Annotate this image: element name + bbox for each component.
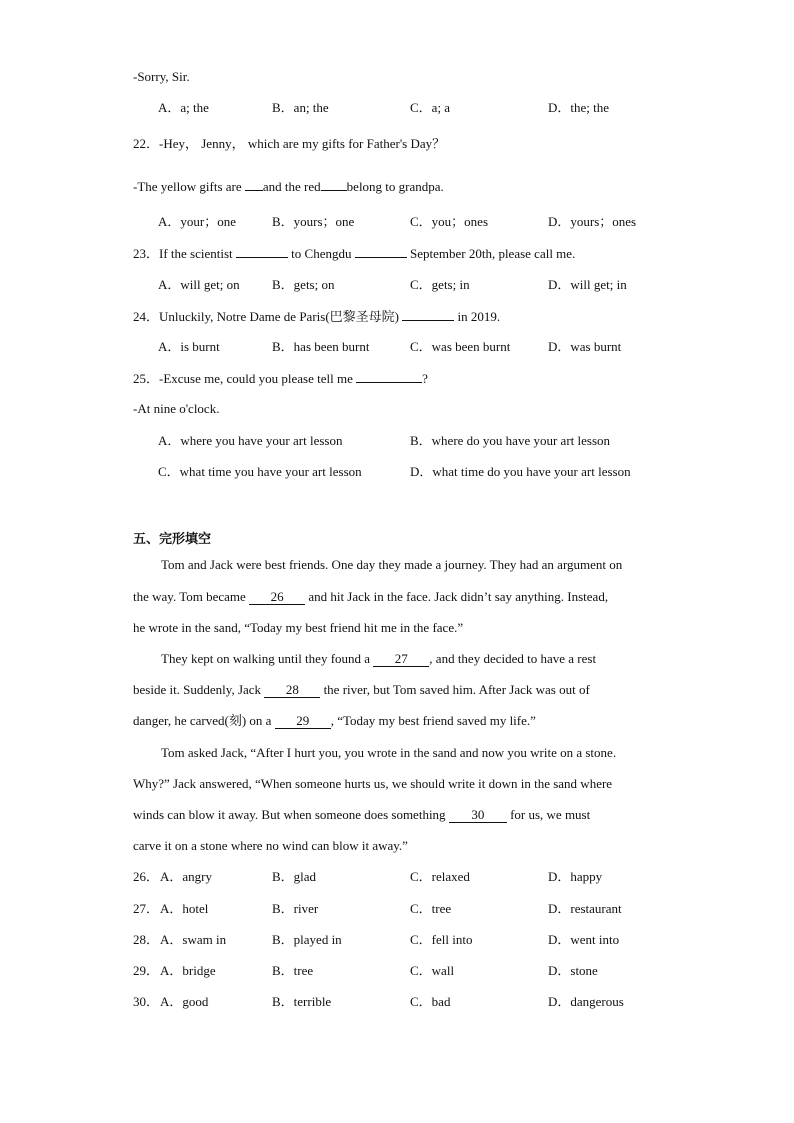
prev-option-c[interactable]: C．a; a	[410, 100, 451, 115]
reply-text: and the red	[262, 179, 321, 194]
question-23	[133, 245, 575, 262]
cloze-blank-29[interactable]: 29	[275, 714, 331, 729]
cloze-27-option-d[interactable]: D．restaurant	[548, 901, 622, 916]
paragraph-line	[133, 682, 590, 698]
answer-blank[interactable]	[321, 178, 347, 191]
paragraph-text: , and they decided to have a rest	[429, 651, 597, 666]
paragraph-text: winds can blow it away. But when someone does something	[133, 807, 449, 822]
paragraph-line: Tom asked Jack, “After I hurt you, you wrote in the sand and now you write on a stone.	[161, 745, 617, 760]
paragraph-line: Tom and Jack were best friends. One day they made a journey. They had an argument on	[161, 557, 623, 572]
question-stem: ?	[422, 371, 428, 386]
reply-text: -The yellow gifts are	[133, 179, 245, 194]
cloze-28-option-d[interactable]: D．went into	[548, 932, 620, 947]
prev-option-b[interactable]: B．an; the	[272, 100, 329, 115]
cloze-27-option-a[interactable]: A．hotel	[160, 901, 209, 916]
cloze-26-number: 26．	[133, 869, 160, 884]
answer-blank[interactable]	[402, 308, 454, 321]
q22-option-d[interactable]: D．yours；ones	[548, 214, 637, 229]
cloze-blank-27[interactable]: 27	[373, 652, 429, 667]
q25-option-d[interactable]: D．what time do you have your art lesson	[410, 464, 631, 479]
cloze-26-option-b[interactable]: B．glad	[272, 869, 317, 884]
paragraph-line: carve it on a stone where no wind can blow it away.”	[133, 838, 408, 853]
prev-option-d[interactable]: D．the; the	[548, 100, 610, 115]
cloze-29-option-b[interactable]: B．tree	[272, 963, 314, 978]
paragraph-line	[133, 589, 608, 605]
cloze-30-option-d[interactable]: D．dangerous	[548, 994, 624, 1009]
question-number: 25．	[133, 371, 160, 386]
answer-blank[interactable]	[356, 370, 422, 383]
cloze-blank-28[interactable]: 28	[264, 683, 320, 698]
paragraph-text: and hit Jack in the face. Jack didn’t say anything. Instead,	[305, 589, 609, 604]
paragraph-text: for us, we must	[506, 807, 591, 822]
question-stem: -Hey， Jenny， which are my gifts for Father's Day？	[159, 136, 446, 151]
paragraph-line: Why?” Jack answered, “When someone hurts us, we should write it down in the sand where	[133, 776, 613, 791]
cloze-blank-26[interactable]: 26	[249, 590, 305, 605]
paragraph-line	[133, 713, 536, 729]
prev-option-a[interactable]: A．a; the	[158, 100, 209, 115]
question-stem: -Excuse me, could you please tell me	[159, 371, 357, 386]
question-22-reply	[133, 178, 444, 195]
answer-blank[interactable]	[236, 245, 288, 258]
question-stem: September 20th, please call me.	[406, 246, 576, 261]
cloze-26-option-d[interactable]: D．happy	[548, 869, 603, 884]
question-25-reply: -At nine o'clock.	[133, 401, 220, 416]
reply-text: belong to grandpa.	[346, 179, 444, 194]
section-title: 五、完形填空	[133, 532, 212, 547]
paragraph-text: danger, he carved(刻) on a	[133, 713, 275, 728]
question-number: 23．	[133, 246, 160, 261]
q25-option-c[interactable]: C．what time you have your art lesson	[158, 464, 362, 479]
question-22	[133, 136, 445, 152]
cloze-28-option-b[interactable]: B．played in	[272, 932, 342, 947]
q23-option-a[interactable]: A．will get; on	[158, 277, 240, 292]
answer-blank[interactable]	[355, 245, 407, 258]
question-stem: in 2019.	[454, 309, 501, 324]
paragraph-text: beside it. Suddenly, Jack	[133, 682, 265, 697]
paragraph-line	[133, 807, 590, 823]
cloze-29-option-a[interactable]: A．bridge	[160, 963, 216, 978]
answer-blank[interactable]	[245, 178, 263, 191]
cloze-26-option-a[interactable]: A．angry	[160, 869, 212, 884]
q24-option-d[interactable]: D．was burnt	[548, 339, 622, 354]
q23-option-c[interactable]: C．gets; in	[410, 277, 470, 292]
cloze-28-number: 28．	[133, 932, 160, 947]
cloze-27-option-b[interactable]: B．river	[272, 901, 319, 916]
q23-option-b[interactable]: B．gets; on	[272, 277, 335, 292]
q24-option-a[interactable]: A．is burnt	[158, 339, 220, 354]
paragraph-line	[161, 651, 596, 667]
cloze-27-number: 27．	[133, 901, 160, 916]
q24-option-c[interactable]: C．was been burnt	[410, 339, 511, 354]
question-stem: If the scientist	[159, 246, 236, 261]
cloze-29-option-d[interactable]: D．stone	[548, 963, 598, 978]
cloze-30-number: 30．	[133, 994, 160, 1009]
q22-option-a[interactable]: A．your；one	[158, 214, 236, 229]
q22-option-b[interactable]: B．yours；one	[272, 214, 355, 229]
cloze-26-option-c[interactable]: C．relaxed	[410, 869, 470, 884]
cloze-29-option-c[interactable]: C．wall	[410, 963, 455, 978]
question-stem: Unluckily, Notre Dame de Paris(巴黎圣母院)	[159, 309, 403, 324]
cloze-30-option-c[interactable]: C．bad	[410, 994, 451, 1009]
q25-option-b[interactable]: B．where do you have your art lesson	[410, 433, 611, 448]
paragraph-text: , “Today my best friend saved my life.”	[330, 713, 536, 728]
q25-option-a[interactable]: A．where you have your art lesson	[158, 433, 343, 448]
question-25	[133, 370, 428, 387]
cloze-30-option-b[interactable]: B．terrible	[272, 994, 332, 1009]
q22-option-c[interactable]: C．you；ones	[410, 214, 489, 229]
paragraph-line: he wrote in the sand, “Today my best friend hit me in the face.”	[133, 620, 464, 635]
paragraph-text: the way. Tom became	[133, 589, 250, 604]
cloze-28-option-c[interactable]: C．fell into	[410, 932, 473, 947]
paragraph-text: the river, but Tom saved him. After Jack was out of	[320, 682, 590, 697]
q23-option-d[interactable]: D．will get; in	[548, 277, 627, 292]
q24-option-b[interactable]: B．has been burnt	[272, 339, 370, 354]
question-stem: to Chengdu	[287, 246, 355, 261]
cloze-29-number: 29．	[133, 963, 160, 978]
question-number: 22．	[133, 136, 160, 151]
cloze-blank-30[interactable]: 30	[449, 808, 507, 823]
question-number: 24．	[133, 309, 160, 324]
cloze-30-option-a[interactable]: A．good	[160, 994, 209, 1009]
cloze-28-option-a[interactable]: A．swam in	[160, 932, 227, 947]
paragraph-text: They kept on walking until they found a	[161, 651, 374, 666]
cloze-27-option-c[interactable]: C．tree	[410, 901, 452, 916]
prev-reply: -Sorry, Sir.	[133, 69, 190, 84]
question-24	[133, 308, 500, 325]
